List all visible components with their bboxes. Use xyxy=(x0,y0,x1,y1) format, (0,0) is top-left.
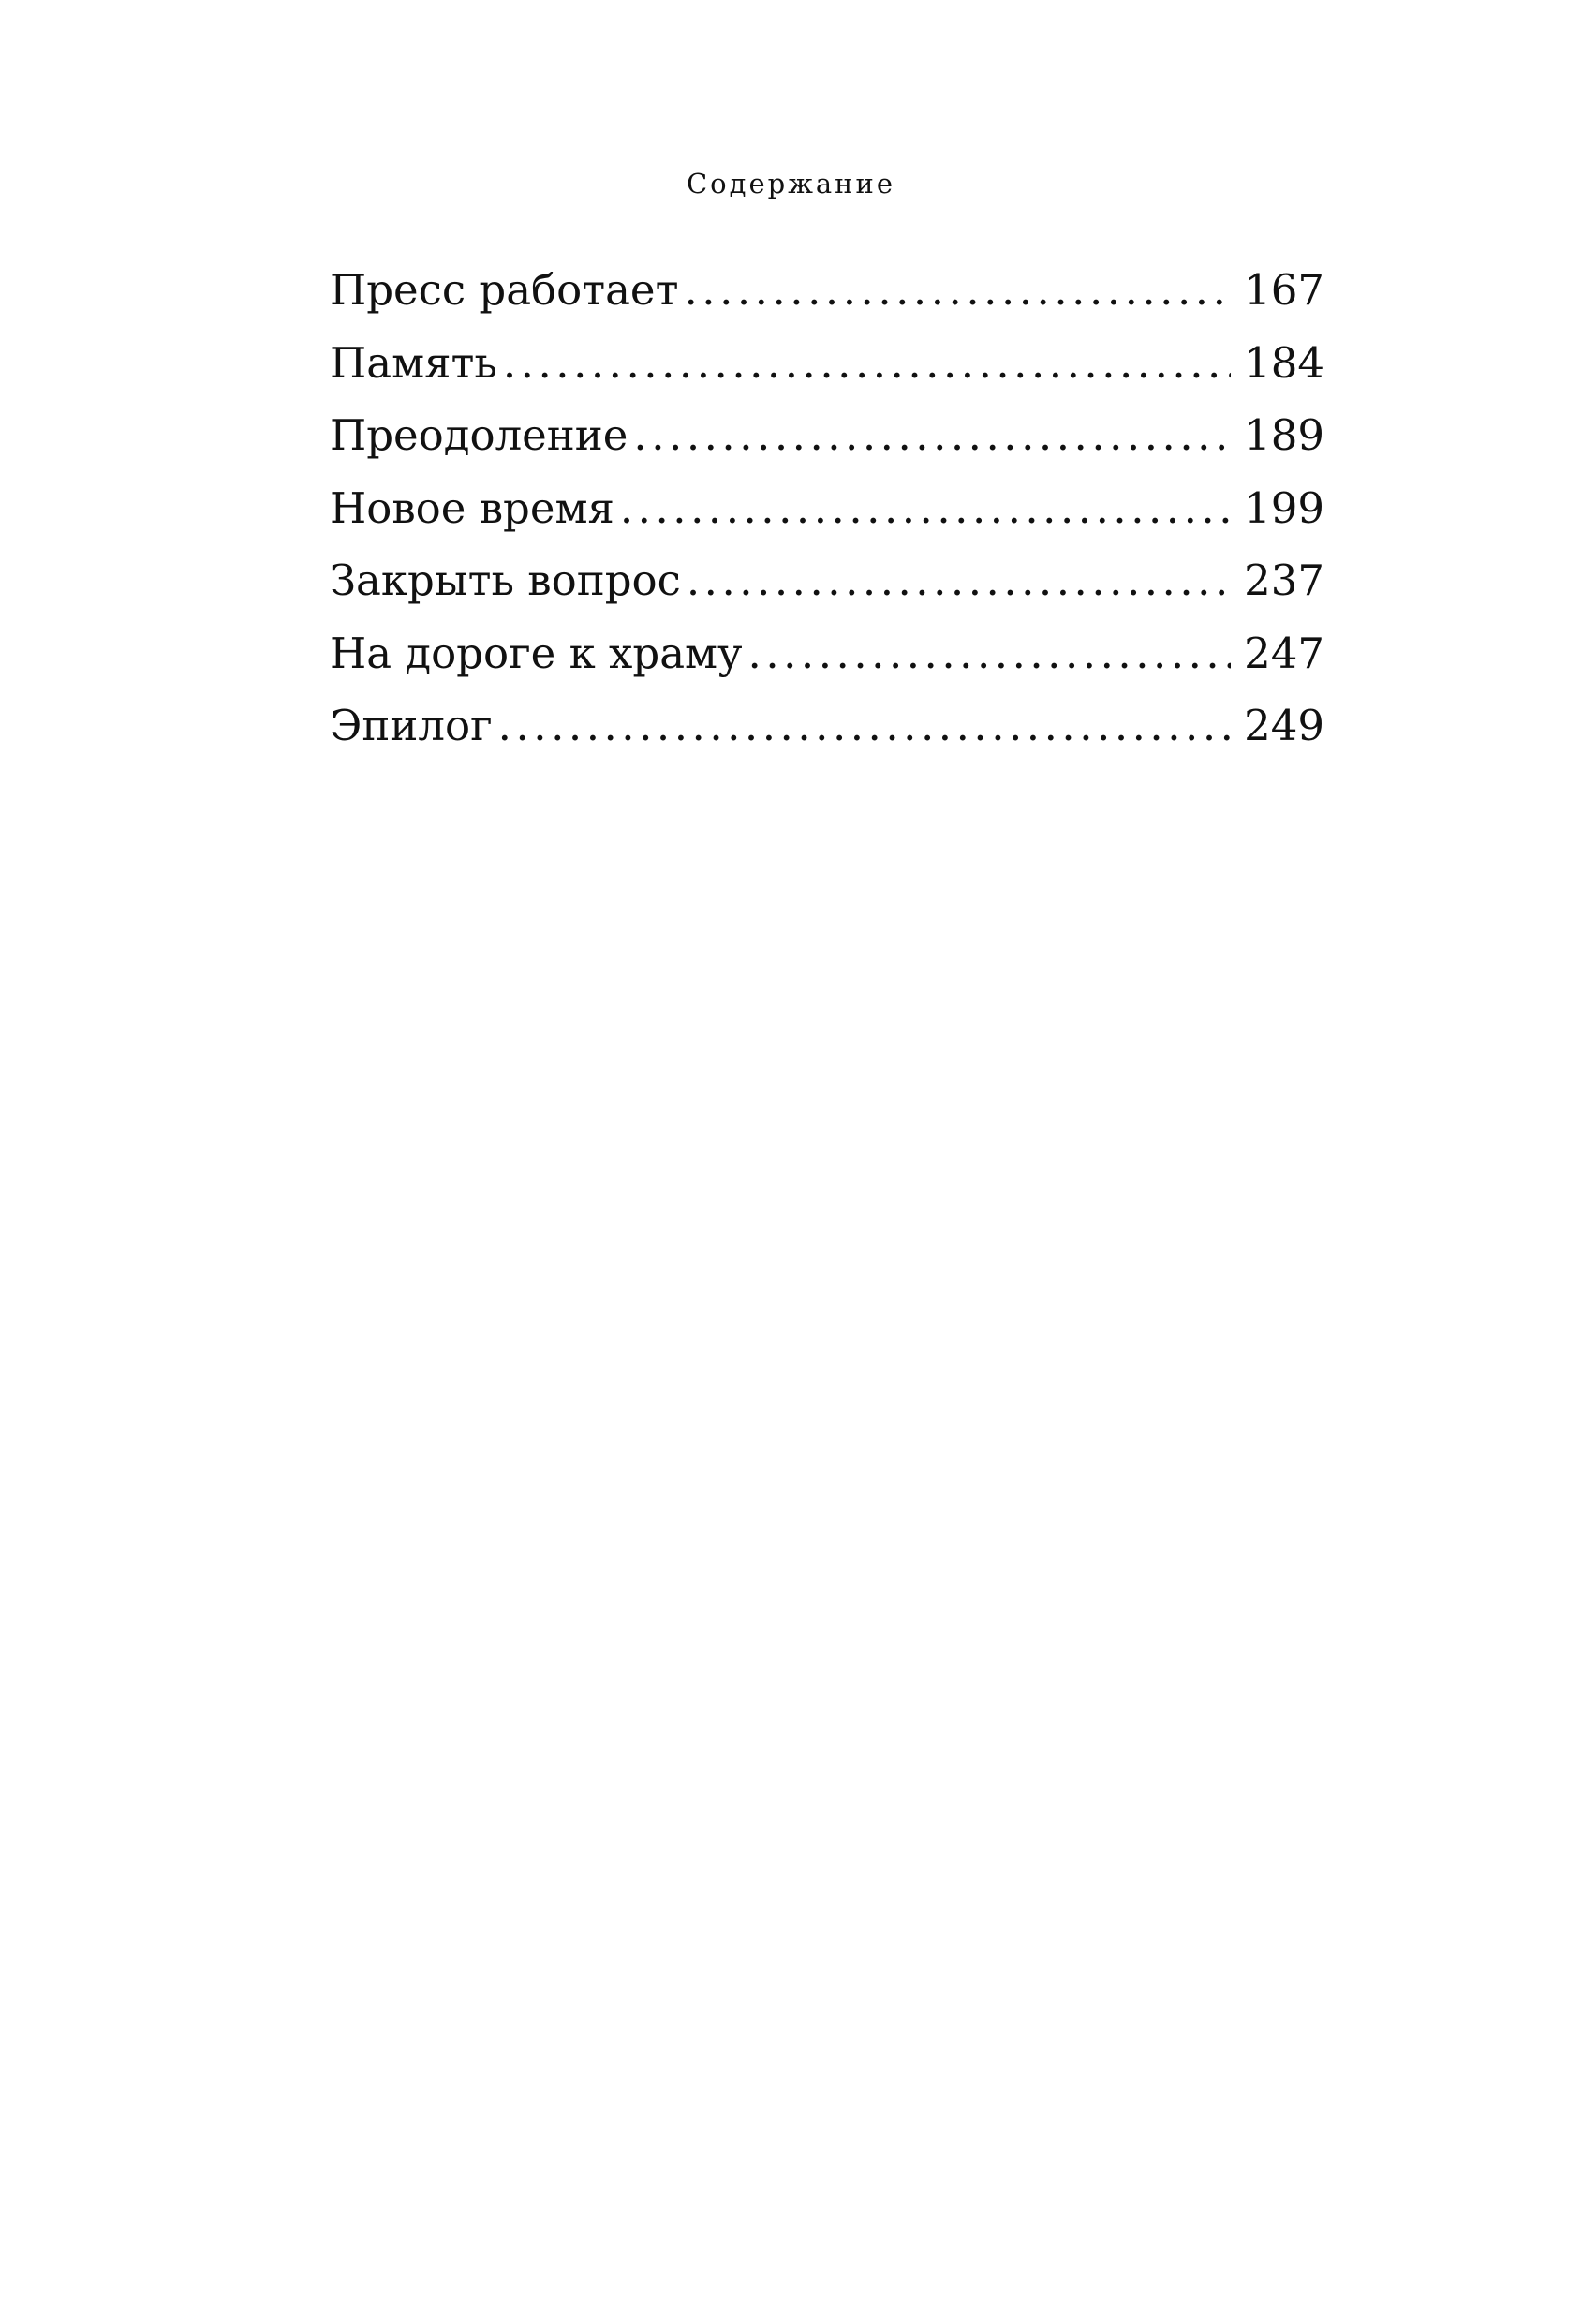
toc-entry-page: 237 xyxy=(1244,555,1324,605)
toc-entry-title: Преодоление xyxy=(330,410,628,460)
toc-entry-page: 167 xyxy=(1244,265,1324,315)
toc-entry[interactable] xyxy=(330,262,1324,335)
toc-entry-page: 249 xyxy=(1244,701,1324,750)
toc-entry-page: 199 xyxy=(1244,482,1324,533)
toc-dot-leader xyxy=(684,262,1231,318)
toc-entry[interactable] xyxy=(330,626,1324,699)
toc-dot-leader xyxy=(687,553,1231,609)
toc-entry-page: 189 xyxy=(1244,410,1324,460)
toc-entry-title: Пресс работает xyxy=(330,265,679,315)
toc-entry-page: 184 xyxy=(1244,337,1324,388)
toc-entry[interactable] xyxy=(330,407,1324,481)
toc-dot-leader xyxy=(620,481,1231,537)
running-head: Содержание xyxy=(686,168,896,200)
toc-entry[interactable] xyxy=(330,553,1324,626)
toc-entry-page: 247 xyxy=(1244,628,1324,678)
toc-entry-title: Новое время xyxy=(330,482,614,533)
toc-entry-title: Закрыть вопрос xyxy=(330,555,681,605)
toc-entry[interactable] xyxy=(330,698,1324,771)
toc-entry-title: На дороге к храму xyxy=(330,628,743,678)
toc-dot-leader xyxy=(498,698,1231,754)
toc-entry[interactable] xyxy=(330,335,1324,408)
table-of-contents xyxy=(330,262,1324,771)
toc-entry-title: Память xyxy=(330,337,497,388)
toc-dot-leader xyxy=(748,626,1232,682)
toc-dot-leader xyxy=(503,335,1231,392)
toc-entry-title: Эпилог xyxy=(330,701,493,750)
toc-entry[interactable] xyxy=(330,481,1324,554)
toc-dot-leader xyxy=(633,407,1231,464)
